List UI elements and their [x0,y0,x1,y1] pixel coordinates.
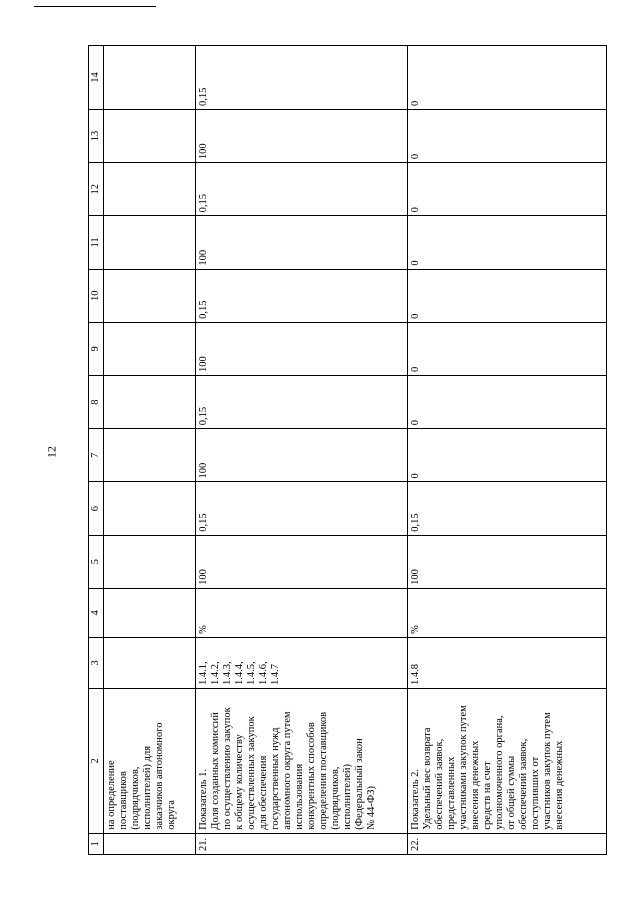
value-cell: 0,15 [196,376,408,429]
page-number: 12 [44,446,59,458]
row-number [104,833,196,854]
value-cell: 0 [408,163,607,216]
value-cell: 0 [408,322,607,375]
col-num-3: 3 [89,637,104,688]
value-cell [104,322,196,375]
header-rule [34,6,156,7]
value-cell [104,376,196,429]
unit-cell: % [408,588,607,637]
col-num-12: 12 [89,163,104,216]
value-cell [104,535,196,588]
value-cell: 0 [408,109,607,162]
col-num-4: 4 [89,588,104,637]
value-cell: 100 [196,322,408,375]
indicator-description: на определение поставщиков (подрядчиков, исполнителей) для заказчиков автономного округа [104,688,196,833]
value-cell: 0,15 [196,163,408,216]
indicator-description: Показатель 2. Удельный вес возврата обеспечений заявок, представленных участниками закупок путем внесения денежных средств на счет уполномоченного органа, от общей суммы обеспечений заявок, поступивших от участников закупок путем внесения денежных [408,688,607,833]
rotated-table-sheet [88,45,607,855]
table-row [104,46,196,855]
value-cell: 0 [408,216,607,269]
value-cell: 0 [408,376,607,429]
col-num-7: 7 [89,429,104,482]
value-cell: 0 [408,269,607,322]
table-row [196,46,408,855]
value-cell: 0,15 [196,46,408,110]
col-num-10: 10 [89,269,104,322]
unit-cell [104,588,196,637]
row-number: 22. [408,833,607,854]
header-row [89,46,104,855]
value-cell: 0 [408,46,607,110]
value-cell [104,109,196,162]
col-num-6: 6 [89,482,104,535]
value-cell: 0,15 [408,482,607,535]
value-cell [104,482,196,535]
value-cell: 100 [196,109,408,162]
value-cell: 100 [196,535,408,588]
row-number: 21. [196,833,408,854]
value-cell [104,163,196,216]
indicators-table [88,45,607,855]
table-row [408,46,607,855]
reference-cell: 1.4.1, 1.4.2, 1.4.3, 1.4.4, 1.4.5, 1.4.6, 1.4.7 [196,637,408,688]
col-num-1: 1 [89,833,104,854]
col-num-14: 14 [89,46,104,110]
reference-cell: 1.4.8 [408,637,607,688]
col-num-5: 5 [89,535,104,588]
value-cell [104,216,196,269]
value-cell: 0,15 [196,269,408,322]
col-num-8: 8 [89,376,104,429]
reference-cell [104,637,196,688]
col-num-13: 13 [89,109,104,162]
unit-cell: % [196,588,408,637]
value-cell: 0,15 [196,482,408,535]
value-cell [104,429,196,482]
value-cell: 100 [408,535,607,588]
col-num-11: 11 [89,216,104,269]
indicator-description: Показатель 1. Доля созданных комиссий по осуществлению закупок к общему количеству осуществленных закупок для обеспечения государственных нужд автономного округа путем использования конкурентных способов определения поставщиков (подрядчиков, исполнителей) (Федеральный закон № 44-ФЗ) [196,688,408,833]
col-num-9: 9 [89,322,104,375]
value-cell: 100 [196,429,408,482]
col-num-2: 2 [89,688,104,833]
value-cell [104,46,196,110]
value-cell: 0 [408,429,607,482]
value-cell: 100 [196,216,408,269]
value-cell [104,269,196,322]
